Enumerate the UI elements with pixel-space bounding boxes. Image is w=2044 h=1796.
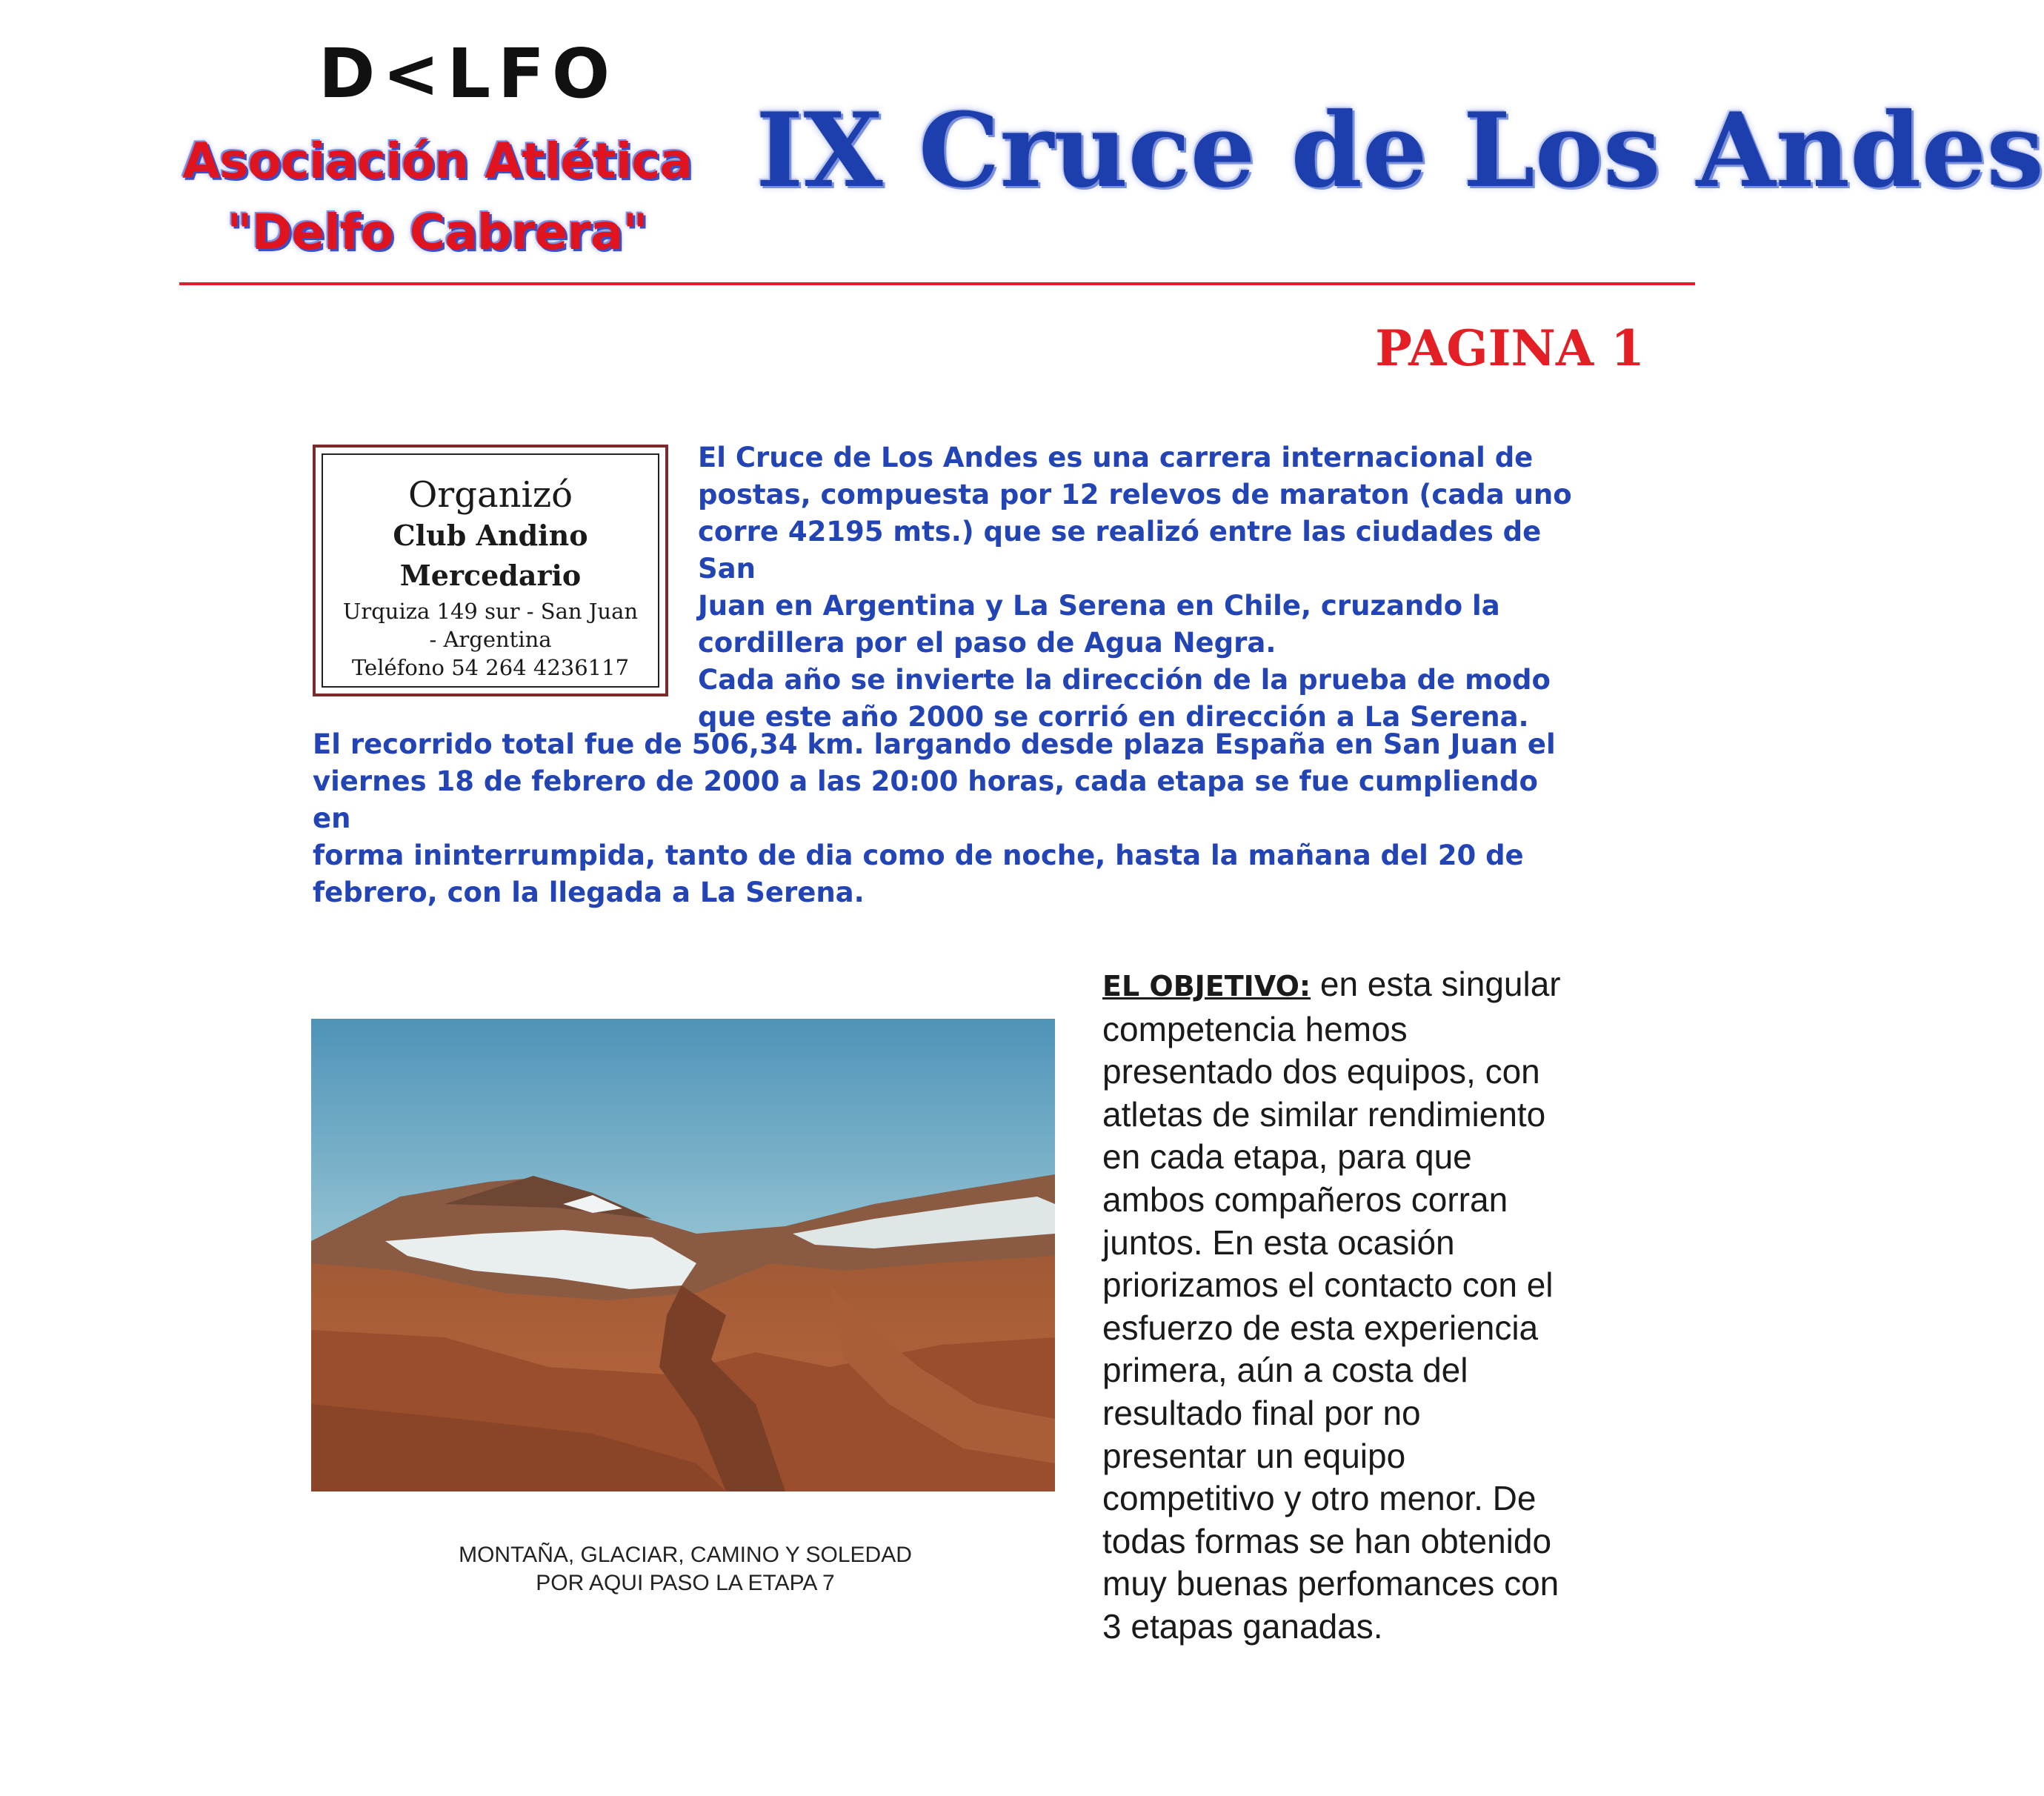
objective-line: ambos compañeros corran: [1102, 1180, 1508, 1219]
intro-line: que este año 2000 se corrió en dirección a La Serena.: [698, 701, 1529, 733]
photo-caption: [385, 1541, 985, 1597]
route-line: febrero, con la llegada a La Serena.: [313, 877, 865, 908]
photo-caption-line-1: MONTAÑA, GLACIAR, CAMINO Y SOLEDAD: [459, 1543, 912, 1567]
delfo-logo: D<LFO: [319, 34, 618, 113]
organizer-title: Organizó: [407, 474, 573, 516]
intro-line: postas, compuesta por 12 relevos de maraton (cada uno: [698, 479, 1572, 510]
intro-line: cordillera por el paso de Agua Negra.: [698, 627, 1276, 659]
objective-line: [1102, 963, 1621, 1008]
association-line-1: Asociación Atlética: [182, 133, 692, 190]
objective-label: EL OBJETIVO:: [1102, 970, 1311, 1002]
objective-line-text: en esta singular: [1311, 965, 1561, 1003]
objective-line: 3 etapas ganadas.: [1102, 1606, 1383, 1646]
objective-line: esfuerzo de esta experiencia: [1102, 1308, 1539, 1347]
route-paragraph: [313, 726, 1557, 911]
route-line: El recorrido total fue de 506,34 km. largando desde plaza España en San Juan el: [313, 728, 1556, 760]
organizer-phone: Teléfono 54 264 4236117: [351, 655, 630, 680]
objective-line: todas formas se han obtenido: [1102, 1521, 1552, 1560]
objective-line: primera, aún a costa del: [1102, 1351, 1468, 1390]
organizer-club-line-2: Mercedario: [399, 559, 582, 592]
mountain-glacier-photo: [311, 1019, 1055, 1491]
objective-line: presentado dos equipos, con: [1102, 1052, 1540, 1091]
intro-line: Juan en Argentina y La Serena en Chile, cruzando la: [698, 590, 1500, 622]
objective-line: atletas de similar rendimiento: [1102, 1094, 1546, 1134]
mountain-landscape-illustration: [311, 1019, 1055, 1491]
objective-line: competencia hemos: [1102, 1009, 1408, 1048]
objective-line: priorizamos el contacto con el: [1102, 1265, 1554, 1305]
header-divider: [179, 282, 1695, 285]
objective-line: presentar un equipo: [1102, 1436, 1406, 1475]
objective-line: resultado final por no: [1102, 1393, 1421, 1432]
objective-line: en cada etapa, para que: [1102, 1137, 1472, 1177]
organizer-address: Urquiza 149 sur - San Juan - Argentina: [342, 599, 639, 652]
association-name: [178, 126, 696, 268]
association-line-2: "Delfo Cabrera": [227, 204, 648, 261]
page-number-label: PAGINA 1: [1375, 319, 1645, 377]
route-line: forma ininterrumpida, tanto de dia como de noche, hasta la mañana del 20 de: [313, 839, 1524, 871]
objective-line: juntos. En esta ocasión: [1102, 1223, 1455, 1262]
organizer-club-line-1: Club Andino: [393, 519, 588, 552]
intro-line: Cada año se invierte la dirección de la prueba de modo: [698, 664, 1551, 696]
objective-line: muy buenas perfomances con: [1102, 1564, 1559, 1603]
photo-caption-line-2: POR AQUI PASO LA ETAPA 7: [536, 1571, 835, 1595]
objective-paragraph: [1102, 963, 1621, 1649]
event-title: IX Cruce de Los Andes: [756, 90, 2044, 210]
organizer-box: [313, 445, 668, 696]
intro-paragraph: [698, 439, 1587, 736]
organizer-box-inner: [322, 453, 659, 688]
intro-line: El Cruce de Los Andes es una carrera internacional de: [698, 442, 1534, 473]
intro-line: corre 42195 mts.) que se realizó entre las ciudades de San: [698, 516, 1542, 585]
objective-line: competitivo y otro menor. De: [1102, 1479, 1537, 1518]
route-line: viernes 18 de febrero de 2000 a las 20:00 horas, cada etapa se fue cumpliendo en: [313, 765, 1538, 834]
